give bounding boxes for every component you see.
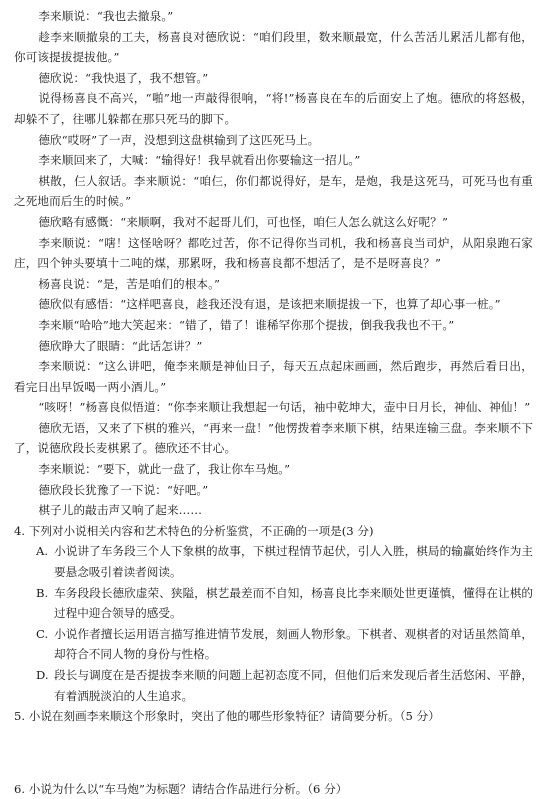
option-letter: A.: [36, 544, 49, 559]
question-6: 6. 小说为什么以“车马炮”为标题？请结合作品进行分析。（6 分）: [14, 781, 348, 796]
story-paragraph: 李来顺说：“嗐！这怪啥呀？都吃过苦，你不记得你当司机，我和杨喜良当司炉，从阳泉跑石家庄，四个钟头要填十二吨的煤，那累呀，我和杨喜良都不想活了，是不是呀喜良？”: [14, 235, 533, 271]
question-5: 5. 小说在刻画李来顺这个形象时，突出了他的哪些形象特征？请简要分析。（5 分）: [14, 709, 440, 724]
story-paragraph: 德欣段长犹豫了一下说：“好吧。”: [38, 482, 209, 497]
option-b: [36, 583, 533, 624]
story-paragraph: 棋子儿的敲击声又响了起来……: [38, 503, 203, 518]
option-letter: D.: [36, 668, 49, 682]
story-paragraph: 德欣睁大了眼睛：“此话怎讲？”: [38, 338, 203, 353]
story-paragraph: 李来顺说：“要下，就此一盘了，我让你车马炮。”: [38, 462, 291, 477]
story-paragraph: 李来顺“哈哈”地大笑起来：“错了，错了！谁稀罕你那个提拔，倒我我我也不干。”: [38, 317, 455, 332]
story-paragraph: 趁李来顺撤泉的工夫，杨喜良对德欣说：“咱们段里，数来顺最宽，什么苦活儿累活儿都有他，你可该提拔提拔他。”: [14, 29, 533, 65]
question-4: [14, 521, 533, 706]
story-paragraph: 杨喜良说：“是，苦是咱们的根本。”: [38, 276, 221, 291]
story-paragraph: 德欣略有感慨：“来顺啊，我对不起哥儿们，可也怪，咱仨人怎么就这么好呢？”: [38, 214, 449, 229]
option-text: 车务段段长德欣虚荣、狭隘，棋艺最差而不自知，杨喜良比李来顺处世更谨慎，懂得在让棋的过程中迎合领导的感受。: [54, 585, 533, 621]
option-c: [36, 624, 533, 665]
option-d: [36, 665, 533, 706]
story-paragraph: 德欣说：“我快退了，我不想管。”: [38, 70, 209, 85]
option-text: 小说讲了车务段三个人下象棋的故事，下棋过程情节起伏，引人入胜，棋局的输赢始终作为主要悬念吸引着读者阅读。: [54, 544, 533, 580]
story-paragraph: 德欣“哎呀”了一声，没想到这盘棋输到了这匹死马上。: [38, 132, 320, 147]
story-paragraph: 李来顺说：“我也去撤泉。”: [38, 9, 174, 23]
story-paragraph: 说得杨喜良不高兴，“啪”地一声敲得很响，“将!”杨喜良在车的后面安上了炮。德欣的将怒极，却躲不了，往哪儿躲都在那只死马的脚下。: [14, 91, 533, 126]
story-paragraph: 德欣无语，又来了下棋的雅兴，“再来一盘！”他愣拨着李来顺下棋，结果连输三盘。李来顺不下了，说德欣段长麦棋累了。德欣还不甘心。: [14, 420, 533, 456]
question-stem: 4. 下列对小说相关内容和艺术特色的分析鉴赏，不正确的一项是(3 分): [14, 523, 374, 538]
option-a: [36, 541, 533, 582]
story-paragraph: 李来顺回来了，大喊：“输得好！我早就看出你要输这一招儿。”: [38, 153, 361, 168]
story-text: [14, 6, 533, 521]
story-paragraph: 李来顺说：“这么讲吧，俺李来顺是神仙日子，每天五点起床画画，然后跑步，再然后看日出，看完日出早饭喝一两小酒儿。”: [14, 359, 533, 394]
story-paragraph: 德欣似有感悟：“这样吧喜良，趁我还没有退，是该把来顺提拔一下，也算了却心事一桩。”: [38, 297, 501, 312]
story-paragraph: “咳呀！”杨喜良似悟道：“你李来顺让我想起一句话，袖中乾坤大，壶中日月长，神仙、神仙！”: [38, 400, 531, 415]
option-letter: C.: [36, 626, 49, 641]
answer-space: [14, 727, 533, 779]
option-letter: B.: [36, 585, 49, 600]
story-paragraph: 棋散，仨人叙话。李来顺说：“咱仨，你们都说得好，是车，是炮，我是这死马，可死马也有重之死地而后生的时候。”: [14, 173, 533, 209]
option-text: 段长与调度在是否提拔李来顺的问题上起初态度不同，但他们后来发现后者生活悠闲、平静，有着洒脱淡泊的人生追求。: [54, 668, 533, 703]
option-text: 小说作者擅长运用语言描写推进情节发展，刻画人物形象。下棋者、观棋者的对话虽然简单，却符合不同人物的身份与性格。: [54, 626, 533, 662]
